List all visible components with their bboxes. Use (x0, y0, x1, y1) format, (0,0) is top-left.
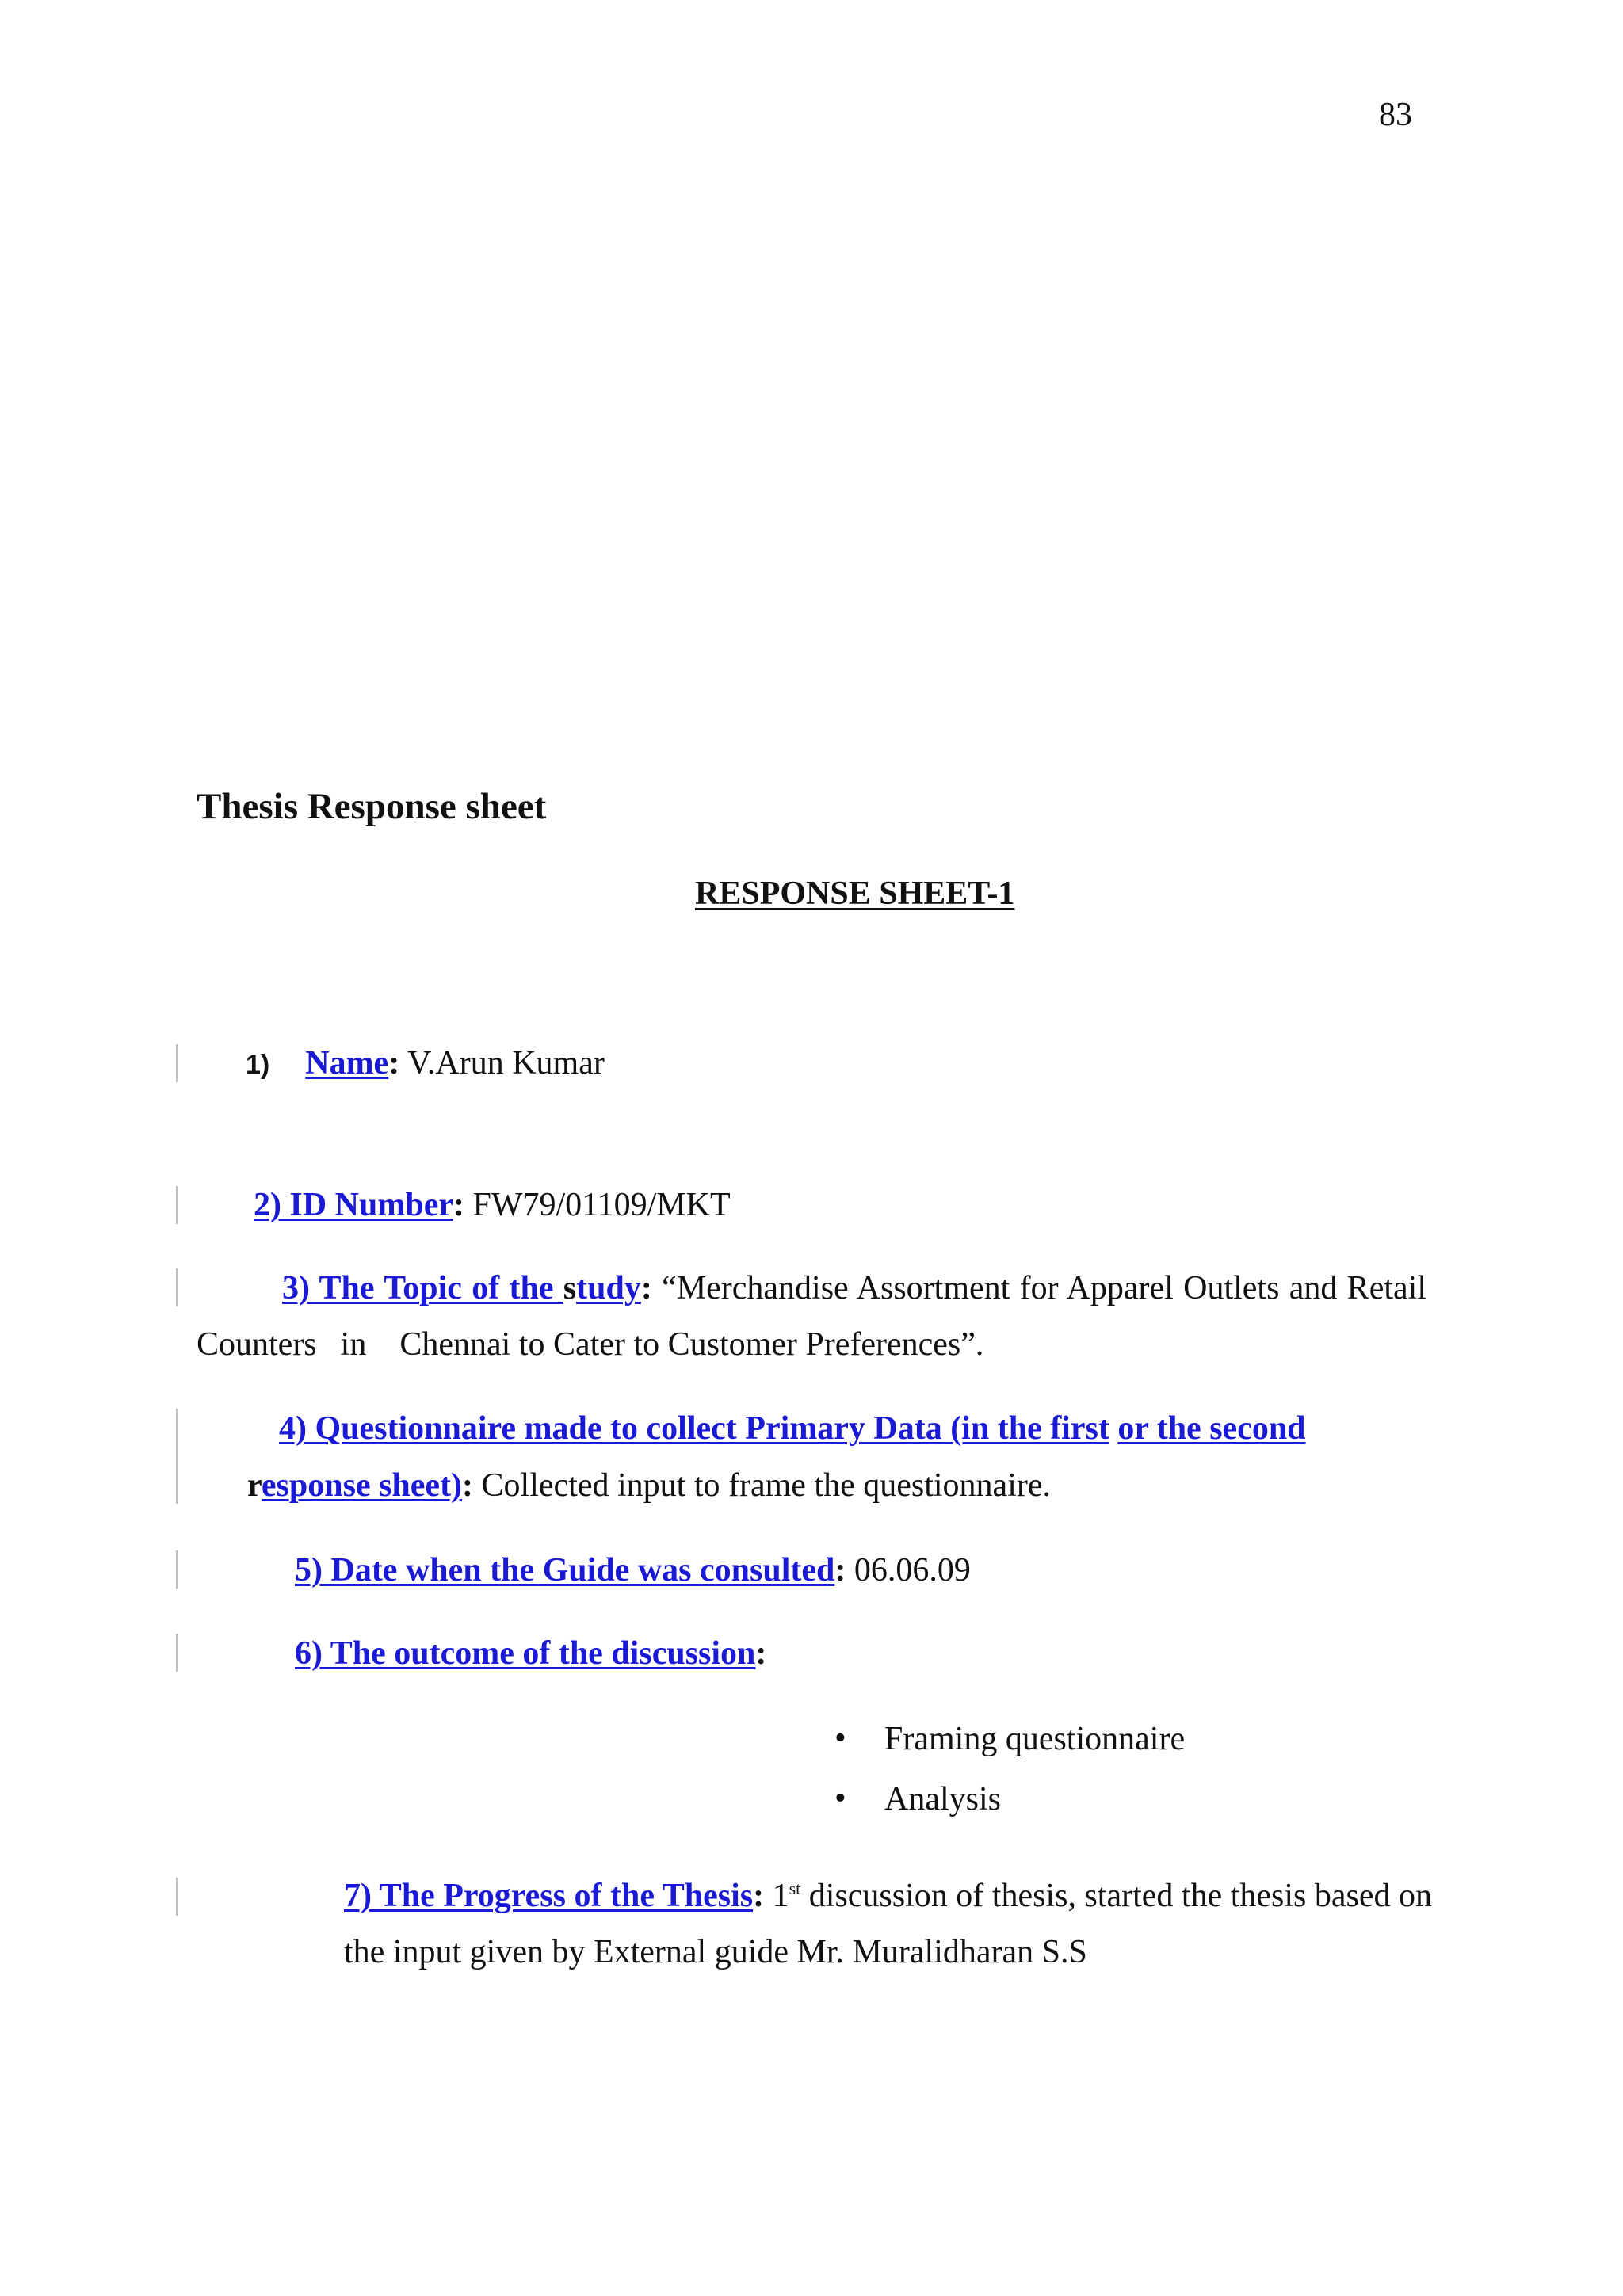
topic-label-plain: s (563, 1270, 577, 1306)
item-guide-date (295, 1550, 971, 1590)
item-number: 1) (246, 1050, 270, 1080)
item-name (246, 1043, 605, 1083)
change-bar (176, 1268, 178, 1306)
id-number-value: FW79/01109/MKT (472, 1187, 731, 1223)
questionnaire-label-link[interactable]: esponse sheet) (261, 1467, 463, 1504)
progress-ordinal: 1 (772, 1878, 789, 1914)
questionnaire-label-link[interactable]: or the second (1117, 1410, 1306, 1447)
id-number-colon: : (453, 1187, 464, 1223)
questionnaire-colon: : (462, 1467, 474, 1504)
change-bar (176, 1044, 178, 1082)
progress-label-link[interactable]: 7) The Progress of the Thesis (344, 1878, 754, 1914)
progress-value: discussion of thesis, started the thesis based on (808, 1878, 1433, 1914)
item-questionnaire-line2 (247, 1466, 1051, 1505)
item-questionnaire-line1 (279, 1409, 1306, 1448)
bullet-dot-icon: • (834, 1720, 846, 1756)
guide-date-colon: : (834, 1552, 846, 1589)
questionnaire-label-plain: r (247, 1467, 262, 1504)
topic-label-link[interactable]: tudy (576, 1270, 641, 1306)
topic-colon: : (640, 1270, 652, 1306)
questionnaire-label-link[interactable]: 4) Questionnaire made to collect Primary Data (in the first (279, 1410, 1109, 1447)
item-topic-line2 (197, 1325, 983, 1364)
item-outcome (295, 1634, 766, 1673)
item-progress-line1 (344, 1876, 1432, 1916)
guide-date-label-link[interactable]: 5) Date when the Guide was consulted (295, 1552, 835, 1589)
questionnaire-value: Collected input to frame the questionnaire. (481, 1467, 1051, 1504)
page-number: 83 (1379, 97, 1412, 133)
bullet-dot-icon: • (834, 1780, 846, 1817)
change-bar (176, 1550, 178, 1589)
change-bar (176, 1878, 178, 1916)
name-colon: : (388, 1045, 400, 1081)
progress-colon: : (753, 1878, 765, 1914)
topic-value: Chennai to Cater to Customer Preferences”. (399, 1326, 984, 1363)
outcome-bullet: Framing questionnaire (884, 1721, 1186, 1757)
item-id-number (254, 1185, 731, 1225)
topic-value: in (340, 1326, 367, 1363)
change-bar (176, 1186, 178, 1224)
progress-ordinal-suffix: st (789, 1878, 801, 1898)
change-bar (176, 1409, 178, 1504)
outcome-bullet: Analysis (884, 1781, 1001, 1817)
item-progress-line2: the input given by External guide Mr. Muralidharan S.S (344, 1934, 1087, 1970)
item-topic-line1 (282, 1268, 1426, 1308)
outcome-colon: : (755, 1635, 767, 1672)
guide-date-value: 06.06.09 (854, 1552, 971, 1589)
sheet-title: RESPONSE SHEET-1 (695, 875, 1015, 912)
topic-value: “Merchandise Assortment for Apparel Outlets and Retail (662, 1270, 1426, 1306)
name-label-link[interactable]: Name (305, 1045, 389, 1081)
name-value: V.Arun Kumar (407, 1045, 605, 1081)
topic-label-link[interactable]: 3) The Topic of the (282, 1270, 563, 1306)
outcome-label-link[interactable]: 6) The outcome of the discussion (295, 1635, 756, 1672)
change-bar (176, 1634, 178, 1672)
page-heading: Thesis Response sheet (197, 786, 547, 827)
topic-value: Counters (197, 1326, 317, 1363)
id-number-label-link[interactable]: 2) ID Number (254, 1187, 453, 1223)
